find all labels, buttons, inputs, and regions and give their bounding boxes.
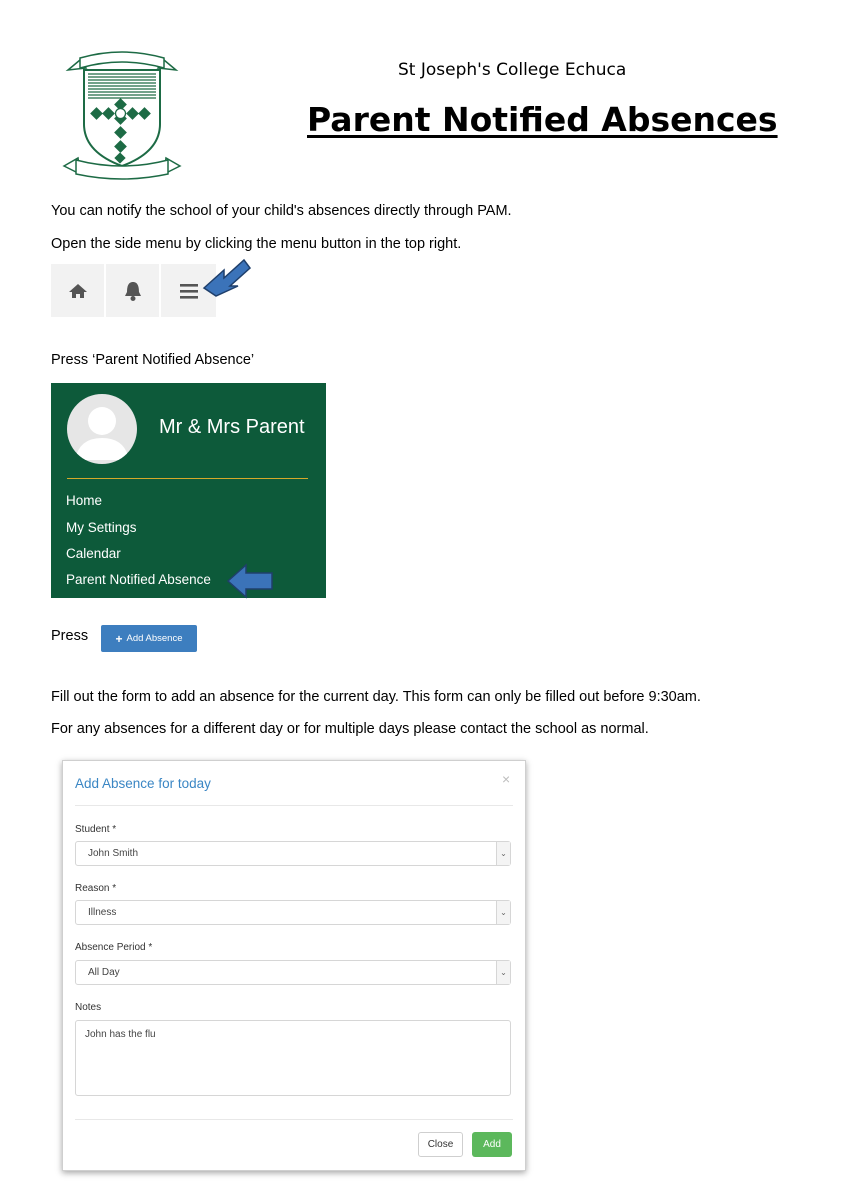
- avatar: [67, 394, 137, 464]
- menu-item-calendar[interactable]: Calendar: [66, 546, 121, 561]
- page-title: Parent Notified Absences: [307, 100, 778, 139]
- fill-form-text: Fill out the form to add an absence for the current day. This form can only be filled out before 9:30am.: [51, 689, 701, 705]
- home-icon: [68, 283, 88, 299]
- bell-icon: [123, 280, 143, 302]
- add-button[interactable]: Add: [472, 1132, 512, 1157]
- open-menu-text: Open the side menu by clicking the menu button in the top right.: [51, 236, 462, 252]
- student-value: John Smith: [88, 848, 139, 859]
- app-toolbar: [51, 264, 216, 317]
- close-button[interactable]: Close: [418, 1132, 463, 1157]
- menu-item-parent-notified-absence[interactable]: Parent Notified Absence: [66, 572, 211, 587]
- notes-textarea[interactable]: [75, 1020, 511, 1096]
- notes-label: Notes: [75, 1002, 102, 1013]
- absence-period-value: All Day: [88, 967, 120, 978]
- side-menu: [51, 383, 326, 598]
- school-crest-logo: [58, 48, 186, 182]
- add-absence-modal: [62, 760, 526, 1171]
- modal-title: Add Absence for today: [75, 776, 211, 791]
- modal-header-divider: [75, 805, 513, 806]
- chevron-down-icon: ⌄: [496, 961, 510, 984]
- notifications-button[interactable]: [106, 264, 161, 317]
- user-avatar-icon: [67, 394, 137, 464]
- reason-select[interactable]: [75, 900, 511, 925]
- user-name: Mr & Mrs Parent: [159, 416, 305, 438]
- add-absence-button[interactable]: [101, 625, 197, 652]
- absence-period-select[interactable]: [75, 960, 511, 985]
- pointer-arrow-icon: [226, 563, 274, 599]
- intro-text: You can notify the school of your child's absences directly through PAM.: [51, 203, 512, 219]
- student-select[interactable]: [75, 841, 511, 866]
- press-text: Press: [51, 628, 89, 644]
- press-menu-item-text: Press ‘Parent Notified Absence’: [51, 352, 255, 368]
- menu-item-my-settings[interactable]: My Settings: [66, 520, 137, 535]
- chevron-down-icon: ⌄: [496, 901, 510, 924]
- chevron-down-icon: ⌄: [496, 842, 510, 865]
- menu-icon: [179, 282, 199, 300]
- home-button[interactable]: [51, 264, 106, 317]
- reason-label: Reason *: [75, 883, 117, 894]
- menu-item-home[interactable]: Home: [66, 493, 103, 508]
- notes-value: John has the flu: [85, 1029, 156, 1040]
- reason-value: Illness: [88, 907, 117, 918]
- close-icon[interactable]: ×: [502, 771, 511, 787]
- school-name: St Joseph's College Echuca: [398, 60, 627, 80]
- add-absence-label: Add Absence: [126, 633, 183, 644]
- student-label: Student *: [75, 824, 117, 835]
- absence-period-label: Absence Period *: [75, 942, 153, 953]
- contact-school-text: For any absences for a different day or for multiple days please contact the school as normal.: [51, 721, 649, 737]
- modal-footer-divider: [75, 1119, 513, 1120]
- menu-divider: [67, 478, 308, 479]
- pointer-arrow-icon: [200, 254, 254, 300]
- plus-icon: +: [115, 631, 123, 646]
